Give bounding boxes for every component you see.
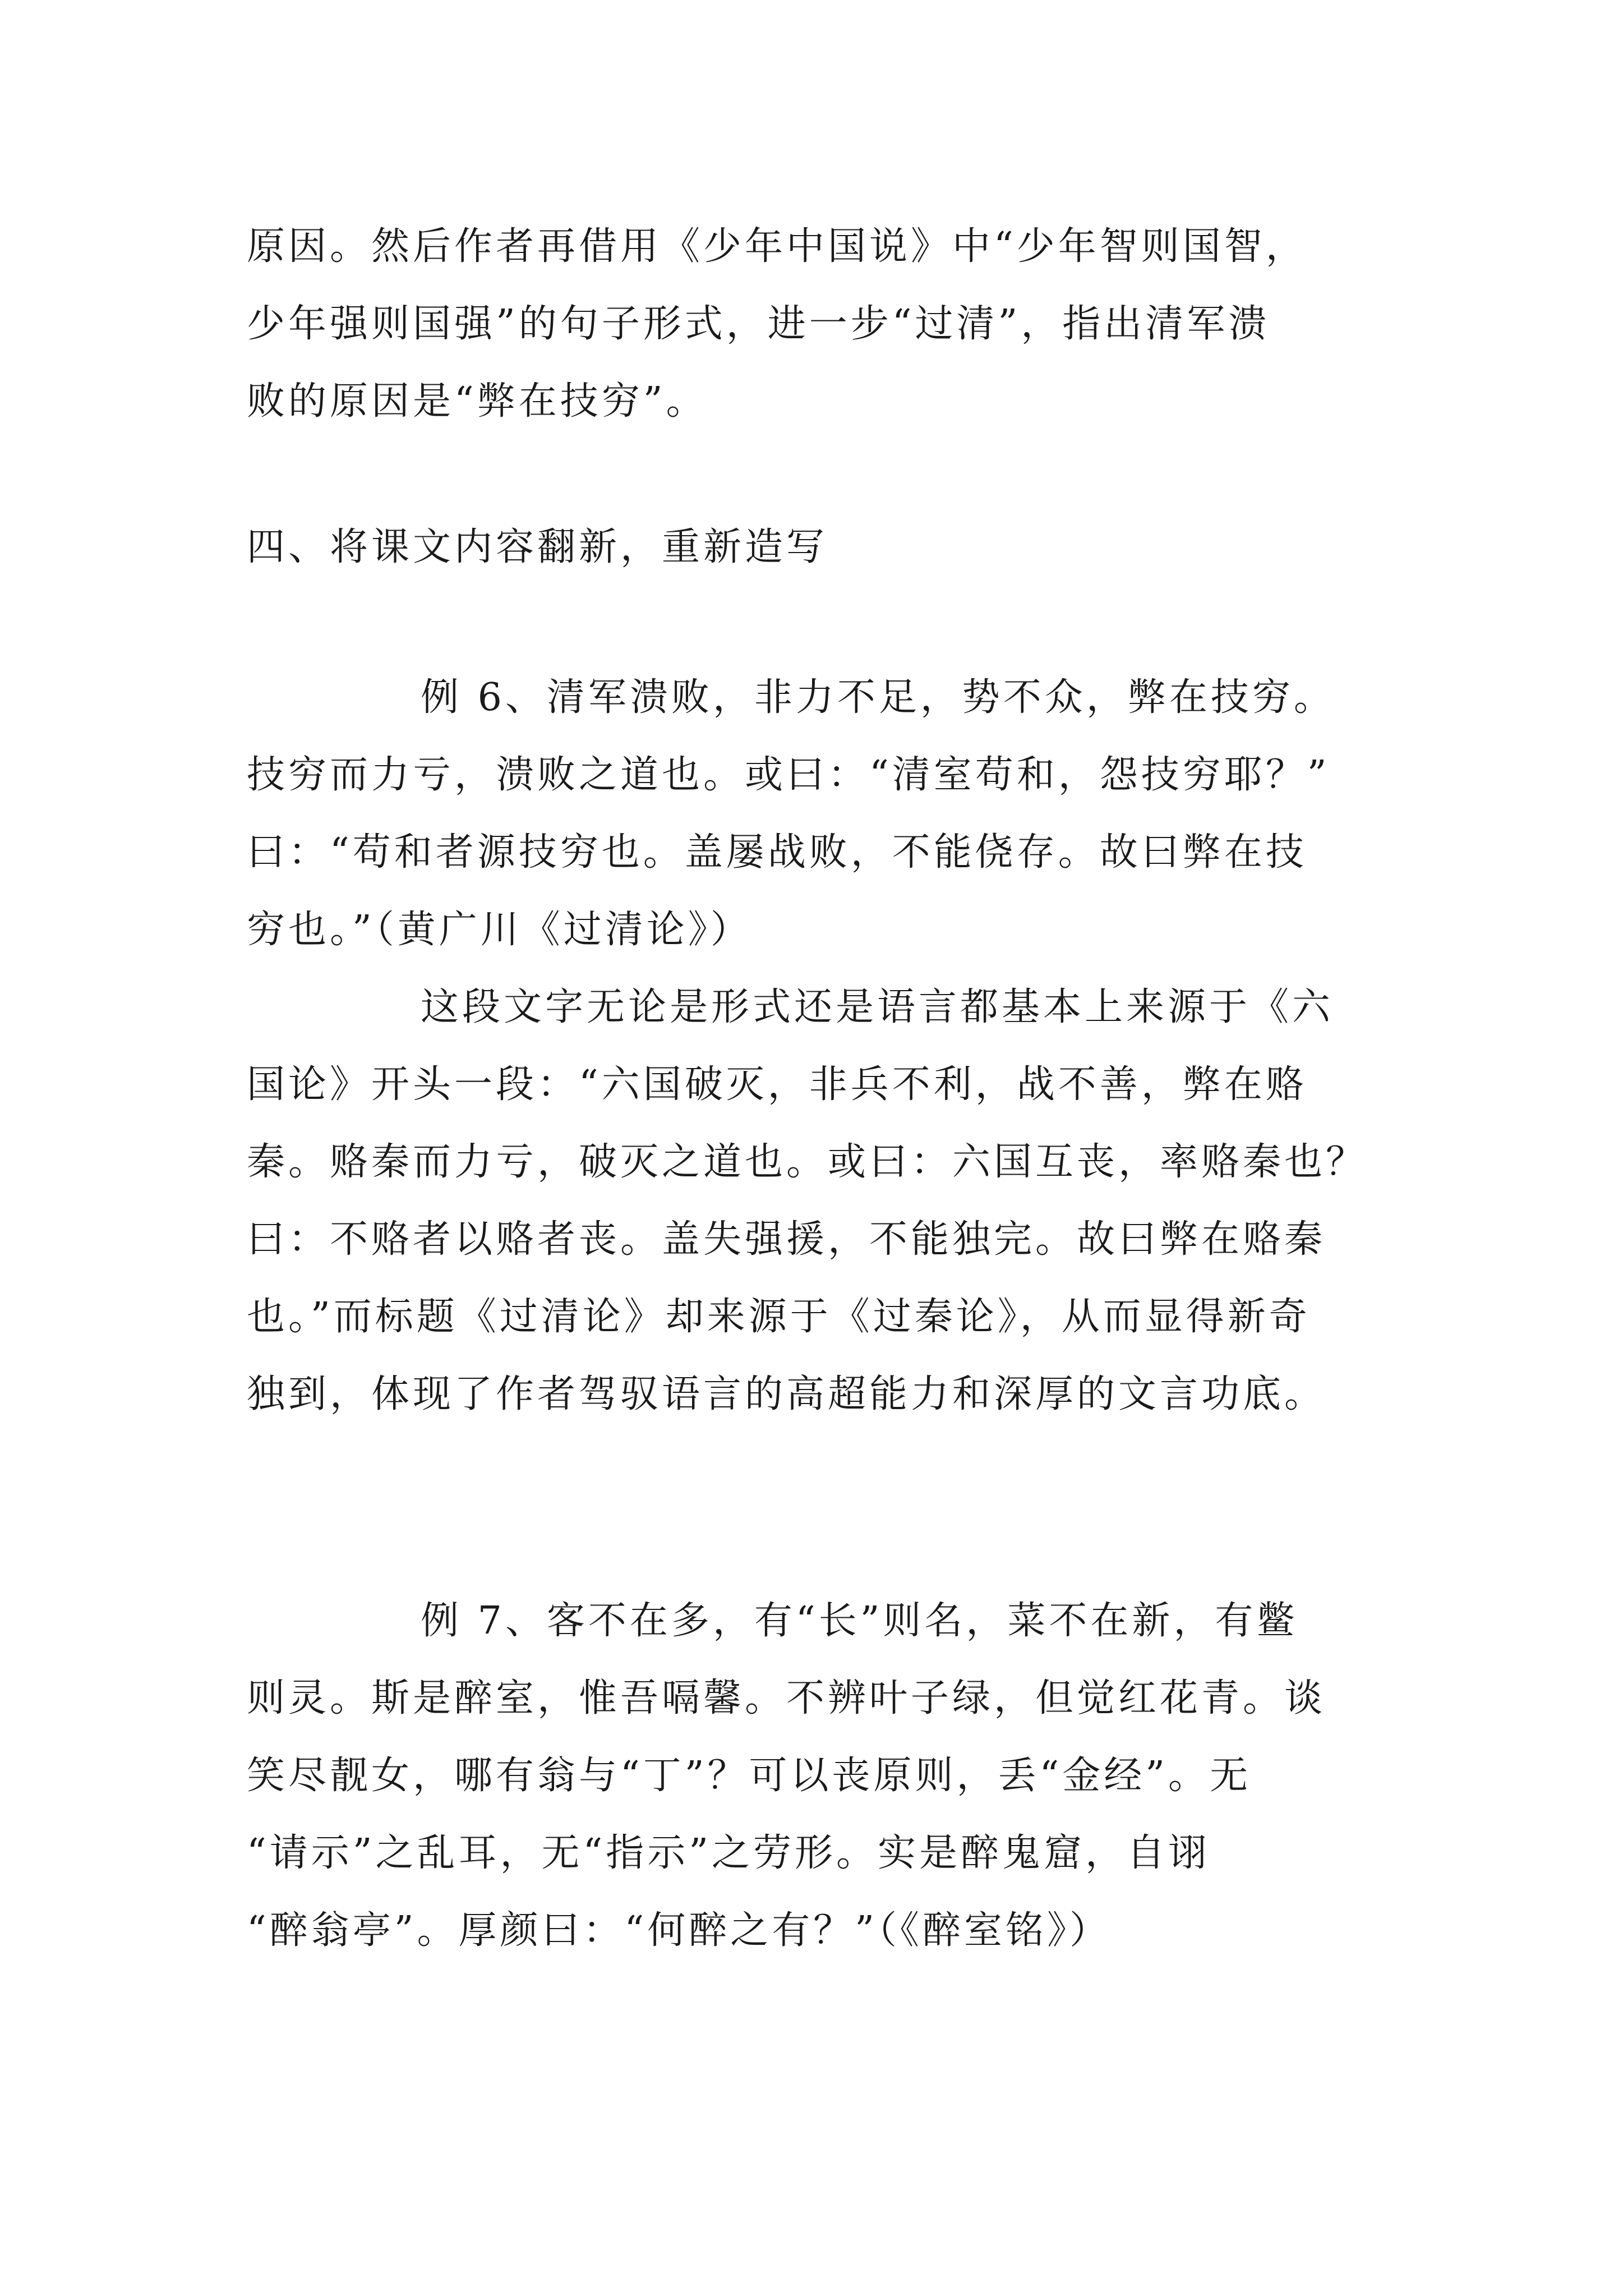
paragraph-intro-line-2: 少年强则国强”的句子形式，进一步“过清”，指出清军溃 — [247, 302, 1270, 346]
analysis-6-line-6: 独到，体现了作者驾驭语言的高超能力和深厚的文言功底。 — [247, 1372, 1326, 1416]
analysis-6-line-4: 曰：不赂者以赂者丧。盖失强援，不能独完。故曰弊在赂秦 — [247, 1217, 1326, 1262]
example-7-line-2: 则灵。斯是醉室，惟吾嗝馨。不辨叶子绿，但觉红花青。谈 — [247, 1676, 1326, 1720]
analysis-6-line-5: 也。”而标题《过清论》却来源于《过秦论》，从而显得新奇 — [247, 1295, 1311, 1339]
paragraph-intro-line-1: 原因。然后作者再借用《少年中国说》中“少年智则国智， — [247, 224, 1307, 269]
analysis-6-line-2: 国论》开头一段：“六国破灭，非兵不利，战不善，弊在赂 — [247, 1062, 1307, 1107]
example-7-line-3: 笑尽靓女，哪有翁与“丁”？可以丧原则，丢“金经”。无 — [247, 1754, 1252, 1798]
example-6-line-3: 曰：“苟和者源技穷也。盖屡战败，不能侥存。故曰弊在技 — [247, 830, 1307, 875]
example-6-line-4: 穷也。”（黄广川《过清论》） — [247, 908, 752, 952]
example-6-line-1: 例 6、清军溃败，非力不足，势不众，弊在技穷。 — [421, 675, 1335, 720]
analysis-6-line-3: 秦。赂秦而力亏，破灭之道也。或曰：六国互丧，率赂秦也？ — [247, 1140, 1368, 1184]
example-7-line-4: “请示”之乱耳，无“指示”之劳形。实是醉鬼窟，自诩 — [247, 1831, 1210, 1875]
example-7-line-5: “醉翁亭”。厚颜曰：“何醉之有？”（《醉室铭》） — [247, 1908, 1112, 1953]
section-heading: 四、将课文内容翻新，重新造写 — [247, 525, 828, 569]
analysis-6-line-1: 这段文字无论是形式还是语言都基本上来源于《六 — [421, 985, 1334, 1029]
example-6-line-2: 技穷而力亏，溃败之道也。或曰：“清室苟和，怨技穷耶？” — [247, 753, 1330, 797]
example-7-line-1: 例 7、客不在多，有“长”则名，菜不在新，有鳖 — [421, 1599, 1298, 1643]
paragraph-intro-line-3: 败的原因是“弊在技穷”。 — [247, 379, 708, 424]
